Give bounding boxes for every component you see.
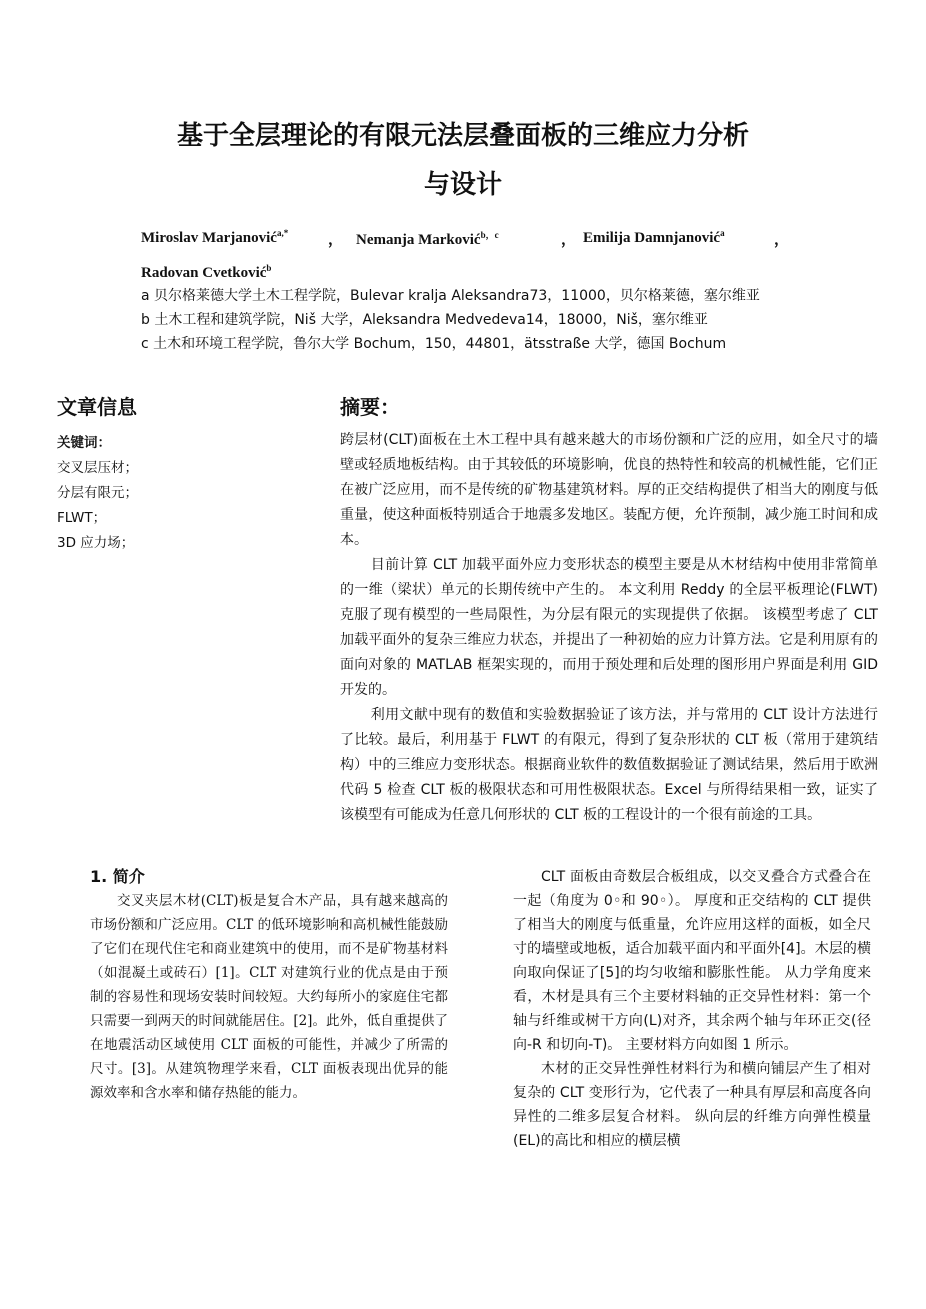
abstract-paragraph: 目前计算 CLT 加载平面外应力变形状态的模型主要是从木材结构中使用非常简单的一维（梁状）单元的长期传统中产生的。 本文利用 Reddy 的全层平板理论(FLWT)克服了现有模型的一些局限性，为分层有限元的实现提供了依据。 该模型考虑了 CLT 加载平面外的复杂三维应力状态，并提出了一种初始的应力计算方法。它是利用原有的面向对象的 MATLAB 框架实现的，而用于预处理和后处理的图形用户界面是利用 GID 开发的。	[340, 557, 878, 698]
author-4	[141, 263, 271, 282]
abstract-body	[340, 428, 878, 828]
intro-heading: 1. 简介	[90, 867, 145, 886]
author-name: Nemanja Marković	[356, 232, 481, 248]
intro-left-column	[90, 889, 448, 1105]
paper-title-line-1: 基于全层理论的有限元法层叠面板的三维应力分析	[176, 121, 749, 151]
author-name: Radovan Cvetković	[141, 265, 267, 281]
keyword-item: 交叉层压材；	[57, 460, 138, 476]
keywords-label: 关键词：	[57, 435, 111, 451]
affiliation-a: a 贝尔格莱德大学土木工程学院，Bulevar kralja Aleksandra73，11000，贝尔格莱德，塞尔维亚	[141, 288, 760, 304]
author-affil-mark: b，c	[480, 230, 499, 240]
author-2	[356, 228, 499, 249]
abstract-paragraph: 利用文献中现有的数值和实验数据验证了该方法，并与常用的 CLT 设计方法进行了比较。最后，利用基于 FLWT 的有限元，得到了复杂形状的 CLT 板（常用于建筑结构）中的三维应力变形状态。根据商业软件的数值数据验证了测试结果，然后用于欧洲代码 5 检查 CLT 板的极限状态和可用性极限状态。Excel 与所得结果相一致，证实了该模型有可能成为任意几何形状的 CLT 板的工程设计的一个很有前途的工具。	[340, 707, 878, 823]
affiliations	[141, 284, 791, 356]
author-separator: ，	[328, 232, 344, 248]
affiliation-c: c 土木和环境工程学院，鲁尔大学 Bochum，150，44801，ätsstraße 大学，德国 Bochum	[141, 336, 727, 352]
author-name: Miroslav Marjanović	[141, 230, 277, 246]
author-3	[583, 228, 725, 247]
keyword-item: 分层有限元；	[57, 485, 138, 501]
author-name: Emilija Damnjanović	[583, 230, 721, 246]
paper-title-line-2: 与设计	[423, 170, 502, 200]
abstract-paragraph: 跨层材(CLT)面板在土木工程中具有越来越大的市场份额和广泛的应用，如全尺寸的墙壁或轻质地板结构。由于其较低的环境影响，优良的热特性和较高的机械性能，它们正在被广泛应用，而不是传统的矿物基建筑材料。厚的正交结构提供了相当大的刚度与低重量，使这种面板特别适合于地震多发地区。装配方便，允许预制，减少施工时间和成本。	[340, 432, 878, 548]
intro-paragraph: 交叉夹层木材(CLT)板是复合木产品，具有越来越高的市场份额和广泛应用。CLT 的低环境影响和高机械性能鼓励了它们在现代住宅和商业建筑中的使用，而不是矿物基材料（如混凝土或砖石）[1]。CLT 对建筑行业的优点是由于预制的容易性和现场安装时间较短。大约每所小的家庭住宅都只需要一到两天的时间就能居住。[2]。此外，低自重提供了在地震活动区域使用 CLT 面板的可能性，并减少了所需的尺寸。[3]。从建筑物理学来看，CLT 面板表现出优异的能源效率和含水率和储存热能的能力。	[90, 893, 448, 1101]
affiliation-b: b 土木工程和建筑学院，Niš 大学，Aleksandra Medvedeva14，18000，Niš，塞尔维亚	[141, 312, 708, 328]
author-affil-mark: a	[720, 228, 725, 238]
intro-paragraph: CLT 面板由奇数层合板组成，以交叉叠合方式叠合在一起（角度为 0◦和 90◦）。 厚度和正交结构的 CLT 提供了相当大的刚度与低重量，允许应用这样的面板，如全尺寸的墙壁或地板，适合加载平面内和平面外[4]。木层的横向取向保证了[5]的均匀收缩和膨胀性能。 从力学角度来看，木材是具有三个主要材料轴的正交异性材料：第一个轴与纤维或树干方向(L)对齐，其余两个轴与年环正交(径向-R 和切向-T)。 主要材料方向如图 1 所示。	[513, 869, 871, 1053]
keyword-item: 3D 应力场；	[57, 535, 135, 551]
author-affil-mark: a,*	[276, 228, 289, 238]
intro-right-column	[513, 865, 871, 1153]
abstract-heading: 摘要：	[340, 395, 400, 419]
intro-paragraph: 木材的正交异性弹性材料行为和横向铺层产生了相对复杂的 CLT 变形行为，它代表了一种具有厚层和高度各向异性的二维多层复合材料。 纵向层的纤维方向弹性模量(EL)的高比和相应的横层横	[513, 1061, 871, 1149]
keyword-item: FLWT；	[57, 510, 107, 526]
author-affil-mark: b	[266, 263, 272, 273]
author-separator: ，	[561, 232, 577, 248]
keywords-block	[57, 431, 138, 556]
article-info-heading: 文章信息	[57, 395, 137, 419]
author-1	[141, 228, 288, 247]
author-list	[141, 228, 821, 283]
author-separator: ，	[774, 232, 790, 248]
